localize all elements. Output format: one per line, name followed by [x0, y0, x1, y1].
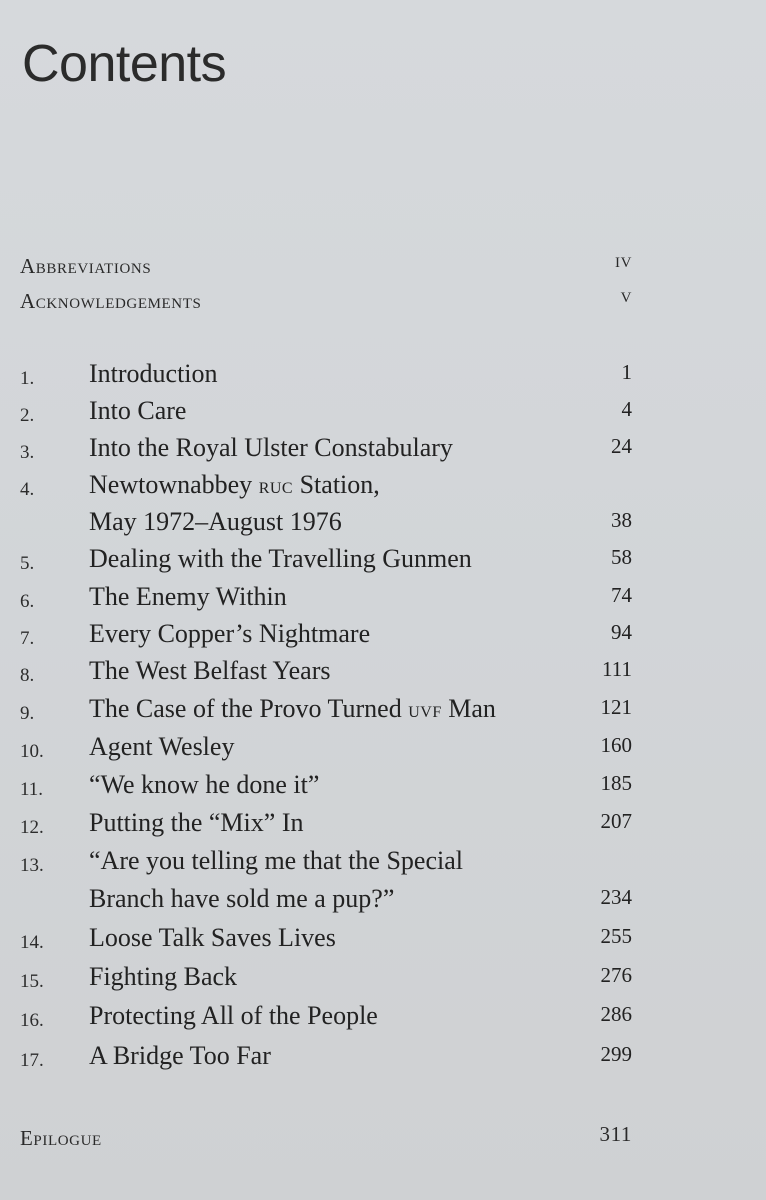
chapter-title: Protecting All of the People: [89, 1001, 378, 1030]
front-matter-label: Abbreviations: [20, 254, 152, 278]
page-title: Contents: [22, 35, 227, 93]
chapter-row: [20, 771, 632, 807]
chapter-number: 4.: [20, 479, 35, 500]
chapter-number: 8.: [20, 665, 35, 686]
chapter-title-part: Newtownabbey: [89, 470, 259, 499]
chapter-number: 14.: [20, 932, 44, 953]
chapter-page: 207: [600, 809, 632, 833]
chapter-title: A Bridge Too Far: [89, 1041, 271, 1070]
chapter-page: 255: [600, 924, 632, 948]
chapter-title: Fighting Back: [89, 962, 238, 991]
chapter-title: “Are you telling me that the Special: [89, 846, 463, 875]
chapter-row: [20, 434, 632, 470]
front-matter-page: iv: [614, 248, 632, 272]
chapter-number: 17.: [20, 1050, 44, 1071]
chapter-number: 9.: [20, 703, 35, 724]
chapter-title: Putting the “Mix” In: [89, 808, 304, 837]
chapter-title-abbreviation: ruc: [258, 473, 294, 498]
chapter-title: Dealing with the Travelling Gunmen: [89, 544, 472, 573]
chapter-number: 7.: [20, 628, 35, 649]
chapter-page: 74: [611, 583, 632, 607]
end-matter-label: Epilogue: [20, 1126, 102, 1150]
chapter-page: 160: [600, 733, 632, 757]
chapter-number: 6.: [20, 591, 35, 612]
chapter-title-line2: Branch have sold me a pup?”: [89, 884, 395, 913]
chapter-title: Agent Wesley: [89, 732, 235, 761]
chapter-row: [20, 695, 632, 731]
chapter-number: 5.: [20, 553, 35, 574]
chapter-title-abbreviation: uvf: [408, 697, 442, 722]
chapter-number: 1.: [20, 368, 35, 389]
chapter-title-part: Man: [441, 694, 496, 723]
chapter-row: [20, 1042, 632, 1078]
chapter-number: 12.: [20, 817, 44, 838]
chapter-page: 58: [611, 545, 632, 569]
chapter-page: 111: [602, 657, 632, 681]
chapter-number: 15.: [20, 971, 44, 992]
front-matter-page: v: [620, 283, 632, 307]
chapter-row: [20, 620, 632, 656]
chapter-title-part: Station,: [293, 470, 380, 499]
chapter-page: 24: [611, 434, 632, 458]
chapter-title: Loose Talk Saves Lives: [89, 923, 336, 952]
chapter-number: 11.: [20, 779, 44, 800]
chapter-page: 4: [621, 397, 632, 421]
chapter-number: 10.: [20, 741, 44, 762]
chapter-row: [20, 924, 632, 960]
chapter-title-line2: May 1972–August 1976: [89, 507, 342, 536]
chapter-page: 1: [621, 360, 632, 384]
chapter-page: 121: [600, 695, 632, 719]
chapter-title: [89, 471, 380, 498]
chapter-number: 16.: [20, 1010, 44, 1031]
chapter-title: The Enemy Within: [89, 582, 287, 611]
chapter-page: 276: [600, 963, 632, 987]
chapter-title: [89, 695, 496, 722]
chapter-row: [20, 583, 632, 619]
chapter-row: [20, 1002, 632, 1038]
chapter-row: [20, 471, 632, 545]
chapter-page: 185: [600, 771, 632, 795]
chapter-page: 234: [600, 885, 632, 909]
chapter-title: The West Belfast Years: [89, 656, 331, 685]
chapter-row: [20, 657, 632, 693]
chapter-row: [20, 733, 632, 769]
chapter-row: [20, 545, 632, 581]
end-matter-page: 311: [599, 1122, 632, 1146]
chapter-title: “We know he done it”: [89, 770, 320, 799]
chapter-page: 38: [611, 508, 632, 532]
chapter-number: 3.: [20, 442, 35, 463]
chapter-row: [20, 847, 632, 923]
chapter-title: Every Copper’s Nightmare: [89, 619, 371, 648]
front-matter-label: Acknowledgements: [20, 289, 202, 313]
chapter-title: Into Care: [89, 396, 187, 425]
chapter-row: [20, 397, 632, 433]
chapter-row: [20, 809, 632, 845]
chapter-number: 2.: [20, 405, 35, 426]
chapter-number: 13.: [20, 855, 44, 876]
chapter-page: 286: [600, 1002, 632, 1026]
chapter-row: [20, 360, 632, 396]
chapter-page: 299: [600, 1042, 632, 1066]
chapter-title: Introduction: [89, 359, 218, 388]
chapter-title: Into the Royal Ulster Constabulary: [89, 433, 453, 462]
chapter-title-part: The Case of the Provo Turned: [89, 694, 409, 723]
chapter-page: 94: [611, 620, 632, 644]
chapter-row: [20, 963, 632, 999]
